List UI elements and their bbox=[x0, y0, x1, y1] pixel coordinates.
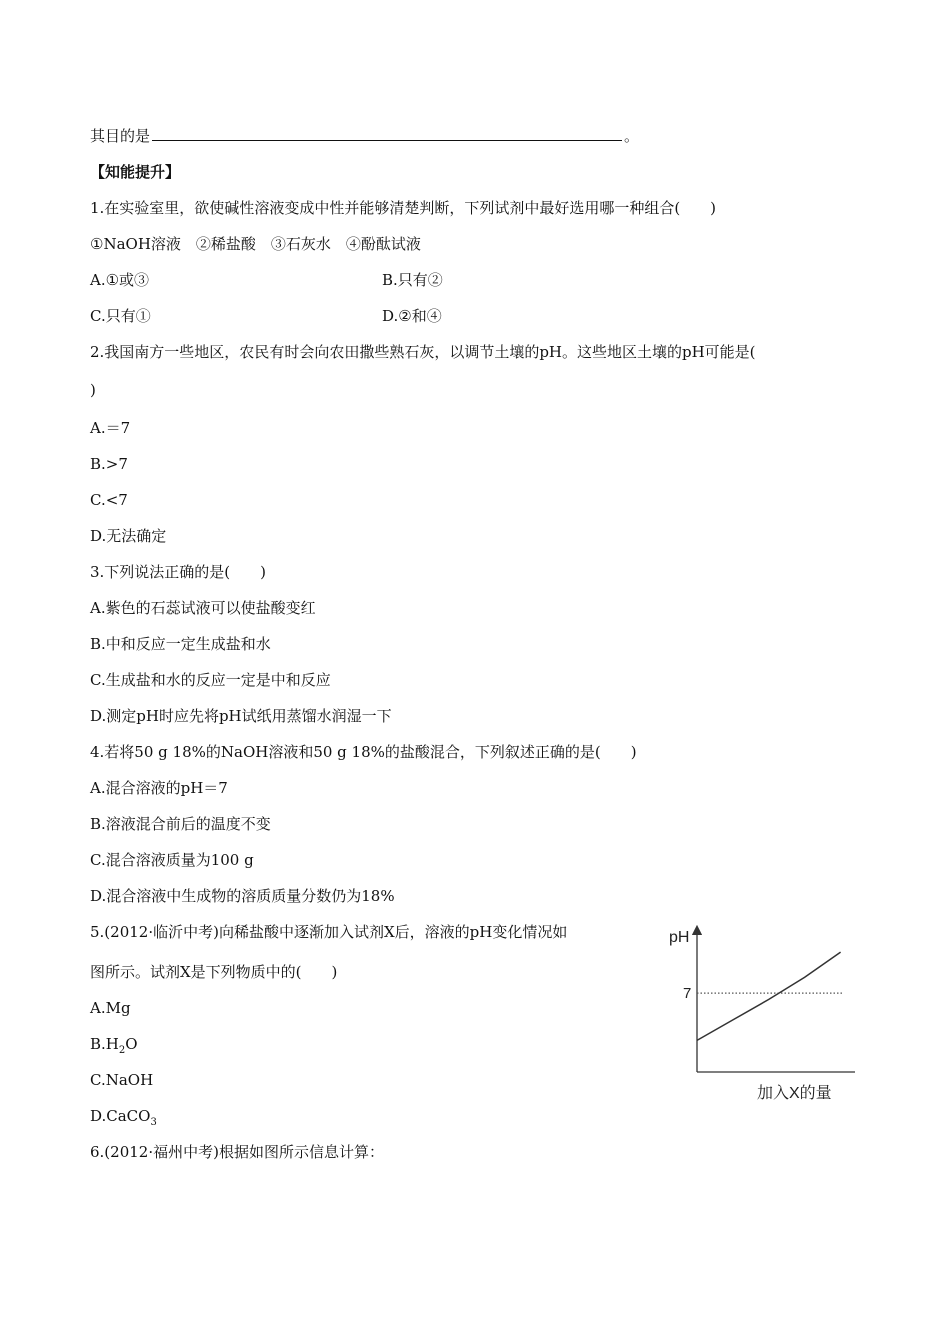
intro-prefix: 其目的是 bbox=[90, 127, 151, 145]
q2-stem: 2.我国南方一些地区，农民有时会向农田撒些熟石灰，以调节土壤的pH。这些地区土壤的pH可能是( bbox=[90, 343, 756, 361]
intro-line bbox=[90, 126, 639, 146]
q2-choice-c[interactable]: C.<7 bbox=[90, 491, 128, 509]
q5-choice-b-prefix: B.H bbox=[90, 1035, 119, 1053]
q1-choice-b[interactable]: B.只有② bbox=[382, 271, 443, 289]
q4-stem: 4.若将50 g 18%的NaOH溶液和50 g 18%的盐酸混合，下列叙述正确的是( ) bbox=[90, 743, 637, 761]
intro-suffix: 。 bbox=[624, 127, 640, 145]
q1-stem: 1.在实验室里，欲使碱性溶液变成中性并能够清楚判断，下列试剂中最好选用哪一种组合( ) bbox=[90, 199, 717, 217]
q1-choice-d[interactable]: D.②和④ bbox=[382, 307, 442, 325]
series-line bbox=[697, 952, 841, 1040]
q5-choice-b-sub: 2 bbox=[118, 1045, 126, 1056]
q3-choice-b[interactable]: B.中和反应一定生成盐和水 bbox=[90, 635, 271, 653]
q3-stem: 3.下列说法正确的是( ) bbox=[90, 563, 267, 581]
q1-choice-a[interactable]: A.①或③ bbox=[90, 271, 150, 289]
q5-choice-b-suffix: O bbox=[125, 1035, 138, 1053]
q4-choice-c[interactable]: C.混合溶液质量为100 g bbox=[90, 851, 254, 869]
answer-blank[interactable] bbox=[152, 126, 622, 141]
q1-choice-c[interactable]: C.只有① bbox=[90, 307, 151, 325]
q4-choice-a[interactable]: A.混合溶液的pH＝7 bbox=[90, 779, 228, 797]
q2-choice-a[interactable]: A.＝7 bbox=[90, 419, 131, 437]
q3-choice-a[interactable]: A.紫色的石蕊试液可以使盐酸变红 bbox=[90, 599, 316, 617]
q1-choice-row-1 bbox=[90, 270, 443, 290]
q1-reagents: ①NaOH溶液 ②稀盐酸 ③石灰水 ④酚酞试液 bbox=[90, 235, 421, 253]
q6-stem: 6.(2012·福州中考)根据如图所示信息计算： bbox=[90, 1143, 384, 1161]
q4-choice-b[interactable]: B.溶液混合前后的温度不变 bbox=[90, 815, 271, 833]
q5-choice-c[interactable]: C.NaOH bbox=[90, 1071, 154, 1089]
ph-chart bbox=[655, 920, 875, 1110]
q5-choice-d[interactable] bbox=[90, 1106, 157, 1133]
q5-stem-line-2: 图所示。试剂X是下列物质中的( ) bbox=[90, 963, 338, 981]
q1-choice-row-2 bbox=[90, 306, 442, 326]
q5-choice-d-sub: 3 bbox=[150, 1117, 157, 1128]
q5-choice-d-prefix: D.CaCO bbox=[90, 1107, 151, 1125]
q2-choice-d[interactable]: D.无法确定 bbox=[90, 527, 167, 545]
q3-choice-d[interactable]: D.测定pH时应先将pH试纸用蒸馏水润湿一下 bbox=[90, 707, 392, 725]
y-tick-label: 7 bbox=[683, 985, 692, 1003]
section-title: 【知能提升】 bbox=[90, 163, 181, 181]
q5-choice-b[interactable] bbox=[90, 1034, 138, 1061]
q5-choice-a[interactable]: A.Mg bbox=[90, 999, 131, 1017]
q5-stem-line-1: 5.(2012·临沂中考)向稀盐酸中逐渐加入试剂X后，溶液的pH变化情况如 bbox=[90, 923, 568, 941]
x-axis-label: 加入X的量 bbox=[757, 1085, 832, 1102]
q2-choice-b[interactable]: B.>7 bbox=[90, 455, 128, 473]
q3-choice-c[interactable]: C.生成盐和水的反应一定是中和反应 bbox=[90, 671, 331, 689]
y-axis-label: pH bbox=[669, 929, 690, 946]
q4-choice-d[interactable]: D.混合溶液中生成物的溶质质量分数仍为18% bbox=[90, 887, 395, 905]
q2-stem-end: ) bbox=[90, 381, 96, 399]
